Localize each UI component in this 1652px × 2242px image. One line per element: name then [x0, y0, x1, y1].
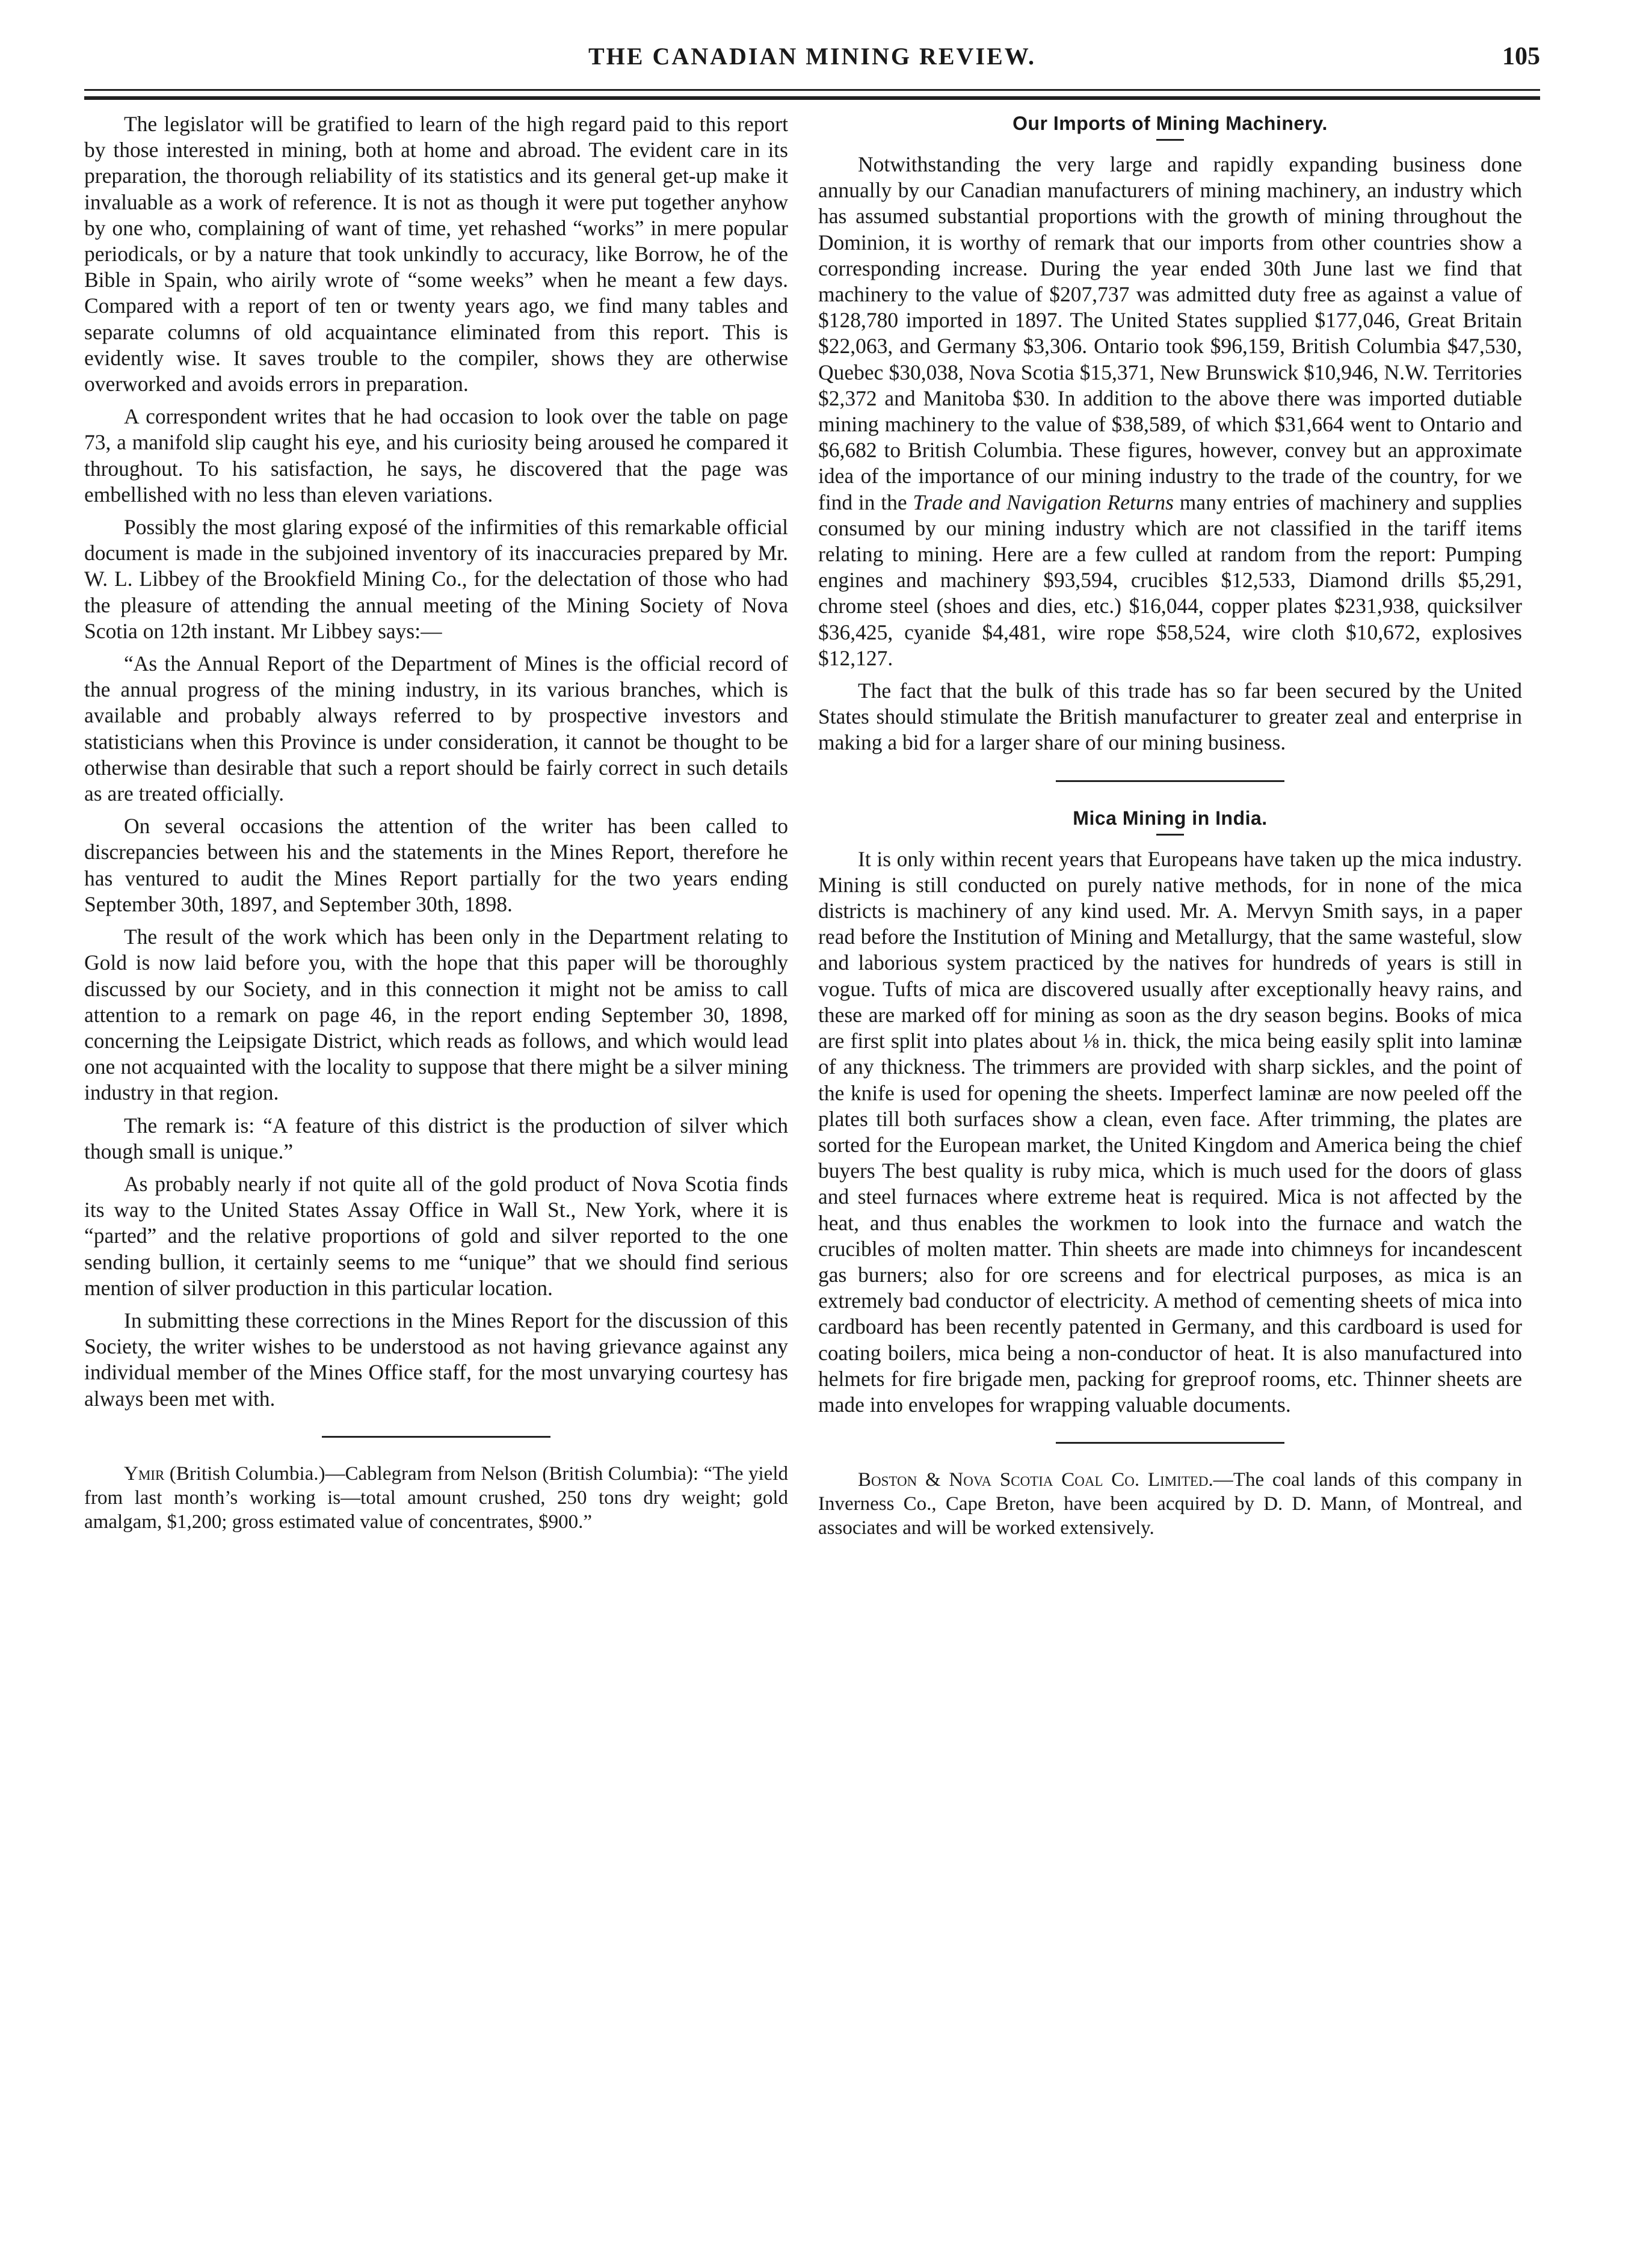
imports-italic-title: Trade and Navigation Returns [913, 490, 1174, 514]
ymir-text: (British Columbia.)—Cablegram from Nelson (British Columbia): “The yield from last month’s working is—total amount crushed, 250 tons dry weight; gold amalgam, $1,200; gross estimated value of concentrates, $900.” [84, 1462, 788, 1533]
imports-text-a: Notwithstanding the very large and rapidly expanding business done annually by our Canadian manufacturers of mining machinery, an industry which has assumed substantial proportions with the growth of mining throughout the Dominion, it is worthy of remark that our imports from other countries show a corresponding increase. During the year ended 30th June last we find that machinery to the value of $207,737 was admitted duty free as against a value of $128,780 imported in 1897. The United States supplied $177,046, Great Britain $22,063, and Germany $3,306. Ontario took $96,159, British Columbia $47,530, Quebec $30,038, Nova Scotia $15,371, New Brunswick $10,946, N.W. Territories $2,372 and Manitoba $30. In addition to the above there was imported dutiable mining machinery to the value of $38,589, of which $31,664 went to Ontario and $6,682 to British Columbia. These figures, however, convey but an approximate idea of the importance of our mining industry to the trade of the country, for we find in the [818, 152, 1522, 514]
ymir-lead: Ymir [124, 1462, 165, 1485]
paragraph-discrepancies: On several occasions the attention of the writer has been called to discrepancies between his and the statements in the Mines Report, therefore he has ventured to audit the Mines Report partially for the two years ending September 30th, 1897, and September 30th, 1898. [84, 814, 788, 916]
boston-news-item [818, 1468, 1522, 1540]
header-rule-thick [84, 96, 1540, 100]
section-divider [1056, 780, 1284, 782]
right-column [818, 111, 1522, 1540]
imports-paragraph-1 [818, 152, 1522, 671]
imports-text-b: many entries of machinery and supplies consumed by our mining industry which are not classified in the tariff items relating to mining. Here are a few culled at random from the report: Pumping engines and machinery $93,594, crucibles $12,533, Diamond drills $5,291, chrome steel (shoes and dies, etc.) $16,044, copper plates $231,938, quicksilver $36,425, cyanide $4,481, wire rope $58,524, wire cloth $10,672, explosives $12,127. [818, 490, 1522, 670]
boston-text: —The coal lands of this company in Inverness Co., Cape Breton, have been acquired by D. D. Mann, of Montreal, and associates and will be worked extensively. [818, 1469, 1522, 1539]
boston-lead: Boston & Nova Scotia Coal Co. Limited. [858, 1469, 1213, 1491]
paragraph-libbey-intro: Possibly the most glaring exposé of the infirmities of this remarkable official document is made in the subjoined inventory of its inaccuracies prepared by Mr. W. L. Libbey of the Brookfield Mining Co., for the delectation of those who had the pleasure of attending the annual meeting of the Mining Society of Nova Scotia on 12th instant. Mr Libbey says:— [84, 515, 788, 643]
paragraph-annual-report: “As the Annual Report of the Department of Mines is the official record of the annual progress of the mining industry, in its various branches, which is available and probably always referred to by prospective investors and statisticians when this Province is under consideration, it cannot be thought to be otherwise than desirable that such a report should be fairly correct in such details as are treated officially. [84, 651, 788, 806]
mica-heading: Mica Mining in India. [1073, 807, 1268, 829]
imports-paragraph-2: The fact that the bulk of this trade has so far been secured by the United States should stimulate the British manufacturer to greater zeal and enterprise in making a bid for a larger share of our mining business. [818, 679, 1522, 755]
paragraph-legislator: The legislator will be gratified to learn of the high regard paid to this report by those interested in mining, both at home and abroad. The evident care in its preparation, the thorough reliability of its statistics and its general get-up make it invaluable as a work of reference. It is not as though it were put together anyhow by one who, complaining of want of time, yet rehashed “works” in mere popular periodicals, or by a nature that took unkindly to accuracy, like Borrow, he of the Bible in Spain, who airily wrote of “some weeks” when he meant a few days. Compared with a report of ten or twenty years ago, we find many tables and separate columns of old acquaintance eliminated from this report. This is evidently wise. It saves trouble to the compiler, shows they are otherwise overworked and avoids errors in preparation. [84, 112, 788, 396]
paragraph-assay-office: As probably nearly if not quite all of the gold product of Nova Scotia finds its way to the United States Assay Office in Wall St., New York, where it is “parted” and the relative proportions of gold and silver reported to the one sending bullion, it certainly seems to me “unique” that we should find serious mention of silver production in this particular location. [84, 1171, 788, 1300]
running-head: THE CANADIAN MINING REVIEW. [588, 43, 1037, 70]
section-divider [1056, 1442, 1284, 1444]
page-header [84, 36, 1540, 84]
imports-heading: Our Imports of Mining Machinery. [1012, 112, 1328, 134]
heading-dash [1156, 834, 1184, 836]
paragraph-remark-quote: The remark is: “A feature of this district is the production of silver which though small is unique.” [84, 1113, 788, 1163]
left-column [84, 111, 788, 1534]
ymir-news-item [84, 1462, 788, 1534]
paragraph-submitting-corrections: In submitting these corrections in the Mines Report for the discussion of this Society, the writer wishes to be understood as not having grievance against any individual member of the Mines Office staff, for the most unvarying courtesy has always been met with. [84, 1308, 788, 1411]
page-number: 105 [1502, 43, 1540, 70]
paragraph-gold-department: The result of the work which has been only in the Department relating to Gold is now laid before you, with the hope that this paper will be thoroughly discussed by our Society, and in this connection it might not be amiss to call attention to a remark on page 46, in the report ending September 30, 1898, concerning the Leipsigate District, which reads as follows, and which would lead one not acquainted with the locality to suppose that there might be a silver mining industry in that region. [84, 925, 788, 1105]
mica-paragraph: It is only within recent years that Europeans have taken up the mica industry. Mining is still conducted on purely native methods, for in none of the mica districts is machinery of any kind used. Mr. A. Mervyn Smith says, in a paper read before the Institution of Mining and Metallurgy, that the same wasteful, slow and laborious system practiced by the natives for hundreds of years is still in vogue. Tufts of mica are discovered usually after exceptionally heavy rains, and these are marked off for mining as soon as the dry season begins. Books of mica are first split into plates about ⅛ in. thick, the mica being easily split into laminæ of any thickness. The trimmers are provided with sharp sickles, and the point of the knife is used for opening the sheets. Imperfect laminæ are now peeled off the plates till both surfaces show a clean, even face. After trimming, the plates are sorted for the European market, the United Kingdom and America being the chief buyers The best quality is ruby mica, which is much used for the doors of glass and steel furnaces where extreme heat is required. Mica is not affected by the heat, and thus enables the workmen to look into the furnace and watch the crucibles of molten matter. Thin sheets are made into chimneys for incandescent gas burners; also for ore screens and for electrical purposes, as mica is an extremely bad conductor of electricity. A method of cementing sheets of mica into cardboard has been recently patented in Germany, and this cardboard is used for coating boilers, mica being a non-conductor of heat. It is also manufactured into helmets for fire brigade men, packing for greproof rooms, etc. Thinner sheets are made into envelopes for wrapping valuable documents. [818, 846, 1522, 1417]
heading-dash [1156, 139, 1184, 141]
section-divider [322, 1436, 550, 1438]
paragraph-correspondent: A correspondent writes that he had occasion to look over the table on page 73, a manifold slip caught his eye, and his curiosity being aroused he compared it throughout. To his satisfaction, he says, he discovered that the page was embellished with no less than eleven variations. [84, 404, 788, 507]
header-rule-thin [84, 89, 1540, 91]
